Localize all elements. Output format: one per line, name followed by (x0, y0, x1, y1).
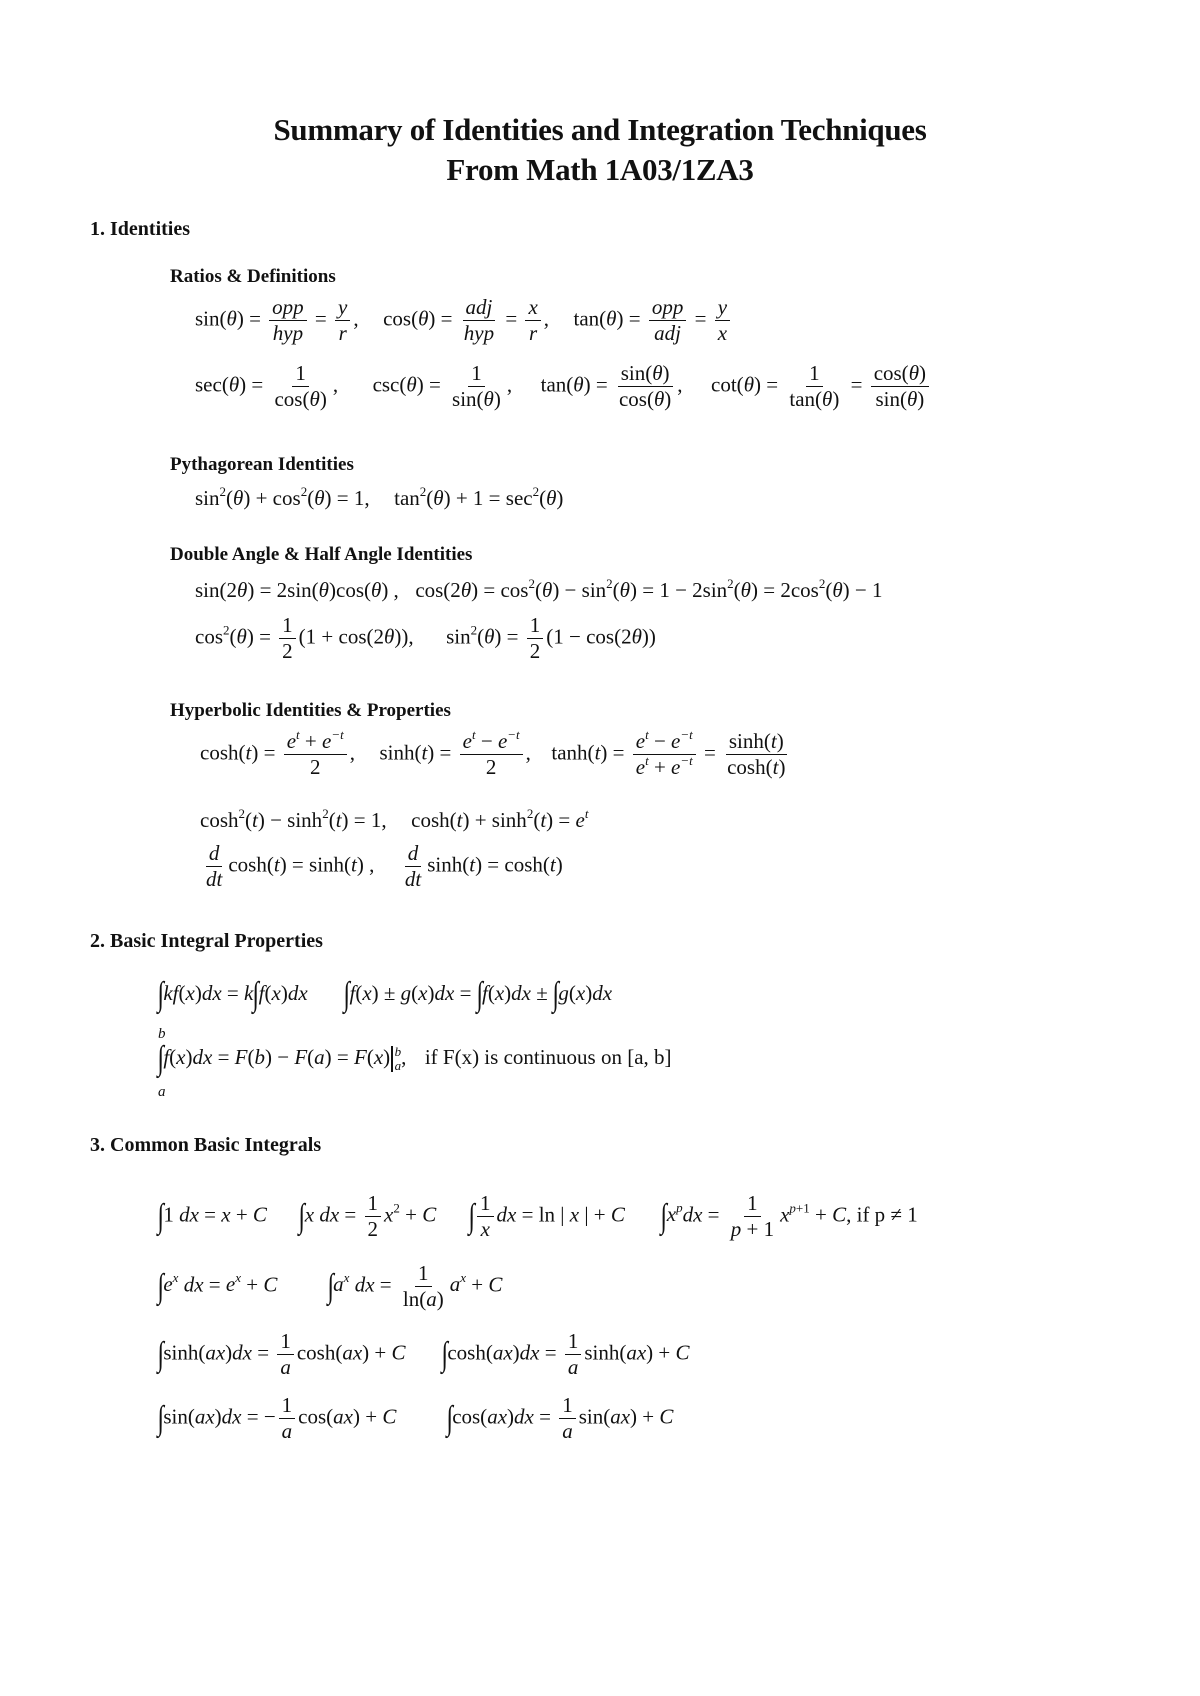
subheading-pythagorean: Pythagorean Identities (170, 454, 354, 475)
equation-pythagorean: $\sin^2(\theta) + \cos^2(\theta) = 1$, $\tan^2(\theta) + 1 = \sec^2(\theta)$ (195, 484, 564, 510)
equation-integral-linearity: ∫kf(x)dx = k∫f(x)dx ∫f(x) ± g(x)dx = ∫f(x)dx ± ∫g(x)dx (157, 976, 613, 1013)
section-heading-basic-integral-properties: 2. Basic Integral Properties (90, 930, 323, 952)
equation-hyperbolic-derivatives: $\frac{d}{dt}$ cosh(t) = sinh(t) , $\frac{d}{dt}$ sinh(t) = cosh(t) (206, 841, 563, 892)
equation-hyperbolic-defs: cosh(t) = $\frac{e^t + e^{-t}}{2}$ , sinh(t) = $\frac{e^t - e^{-t}}{2}$ , tanh(t) = $\frac{e^t - e^{-t}}{e^t + e^{-t}}$ = $\frac{\sinh(t)}{\cosh(t)}$ (200, 727, 786, 780)
subheading-hyperbolic: Hyperbolic Identities & Properties (170, 700, 451, 721)
equation-common-integrals-3: ∫sinh(ax)dx = $\frac{1}{a}$ cosh(ax) + C ∫cosh(ax)dx = $\frac{1}{a}$ sinh(ax) + C (157, 1329, 690, 1380)
equation-common-integrals-4: ∫sin(ax)dx = − $\frac{1}{a}$ cos(ax) + C ∫cos(ax)dx = $\frac{1}{a}$ sin(ax) + C (157, 1393, 674, 1444)
equation-ratios-1: sin(θ) = opp hyp = $\frac{y}{r}$ , cos(θ) = adj hyp = $\frac{x}{r}$ , tan(θ) = opp adj = $\frac{y}{x}$ (195, 296, 733, 345)
document-subtitle: From Math 1A03/1ZA3 (446, 152, 754, 187)
integral-lower-limit: a (158, 1084, 166, 1100)
subheading-ratios: Ratios & Definitions (170, 266, 336, 287)
integral-upper-limit: b (158, 1026, 166, 1042)
equation-half-angle: $\cos^2(\theta)$ = $\frac{1}{2}$ (1 + cos(2θ)), $\sin^2(\theta)$ = $\frac{1}{2}$ (1 − cos(2θ)) (195, 613, 656, 664)
section-heading-common-basic-integrals: 3. Common Basic Integrals (90, 1134, 322, 1156)
subheading-double-half-angle: Double Angle & Half Angle Identities (170, 544, 473, 565)
continuity-condition: if F(x) is continuous on [a, b] (424, 1044, 672, 1069)
equation-double-angle: sin(2θ) = 2sin(θ)cos(θ) , $\cos(2\theta) = \cos^2(\theta) - \sin^2(\theta) = 1 - 2\sin^2(\theta) = 2\cos^2(\theta) - 1$ (195, 576, 883, 602)
equation-common-integrals-1: ∫1 dx = x + C ∫x dx = $\frac{1}{2}$ $x^2 + C$ ∫ $\frac{1}{x}$ dx = ln | x | + C $\int x^pdx$ = $\frac{1}{p + 1}$ $x^{p+1} + C$, if p ≠ 1 (157, 1191, 918, 1242)
power-rule-condition: if p ≠ 1 (856, 1202, 918, 1227)
equation-ratios-2: sec(θ) = $\frac{1}{\cos(\theta)}$ , csc(θ) = $\frac{1}{\sin(\theta)}$ , tan(θ) = $\frac{\sin(\theta)}{\cos(\theta)}$ , cot(θ) = $\frac{1}{\tan(\theta)}$ = $\frac{\cos(\theta)}{\sin(\theta)}$ (195, 362, 932, 411)
equation-fundamental-theorem: ∫f(x)dx = F(b) − F(a) = F(x) b a , if F(x) is continuous on [a, b] (157, 1040, 672, 1077)
document-title: Summary of Identities and Integration Techniques (273, 112, 927, 147)
equation-hyperbolic-pythagorean: $\cosh^2(t) - \sinh^2(t) = 1$, $\cosh(t) + \sinh^2(t) = e^t$ (200, 806, 589, 832)
section-heading-identities: 1. Identities (90, 218, 190, 240)
equation-common-integrals-2: $\int e^x$ dx = $e^x + C$ $\int a^x$ dx = $\frac{1}{\ln(a)}$ $a^x + C$ (157, 1261, 503, 1312)
